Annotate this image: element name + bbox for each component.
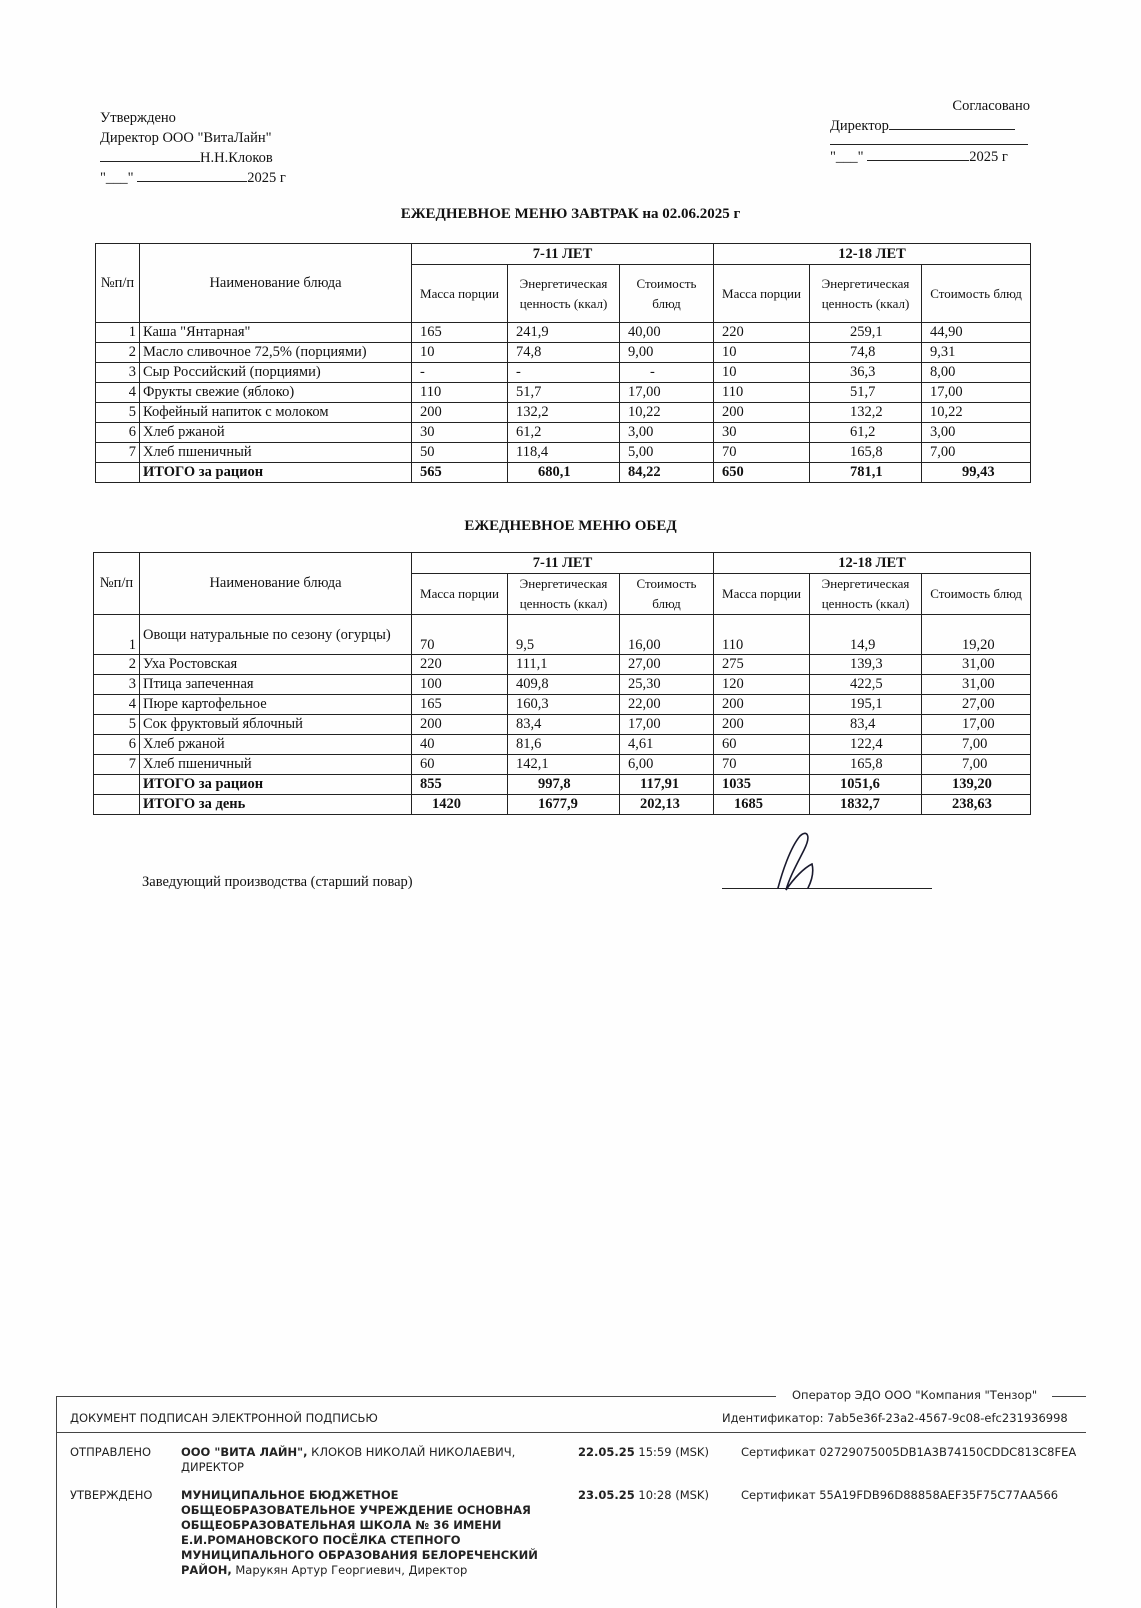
edo-entry-datetime: 22.05.25 15:59 (MSK): [578, 1445, 709, 1459]
agreed-blank-line: [830, 136, 1028, 145]
group-7-11-header: 7-11 ЛЕТ: [412, 553, 714, 574]
group-12-18-header: 12-18 ЛЕТ: [714, 244, 1031, 265]
edo-entry-cert: Сертификат 02729075005DB1A3B74150CDDC813C8FEA: [741, 1445, 1077, 1459]
col-num-header: №п/п: [94, 553, 140, 615]
edo-entry-datetime: 23.05.25 10:28 (MSK): [578, 1488, 709, 1502]
table-row: 5 Кофейный напиток с молоком 200 132,2 10,22 200 132,2 10,22: [96, 403, 1031, 423]
agreed-position-line: [830, 116, 1030, 136]
edo-entry-org: МУНИЦИПАЛЬНОЕ БЮДЖЕТНОЕ ОБЩЕОБРАЗОВАТЕЛЬНОЕ УЧРЕЖДЕНИЕ ОСНОВНАЯ ОБЩЕОБРАЗОВАТЕЛЬНАЯ ШКОЛА № 36 ИМЕНИ Е.И.РОМАНОВСКОГО ПОСЁЛКА СТЕПНОГО МУНИЦИПАЛЬНОГО ОБРАЗОВАНИЯ БЕЛОРЕЧЕНСКИЙ РАЙОН, Марукян Артур Георгиевич, Директор: [181, 1488, 538, 1577]
edo-entry-action: УТВЕРЖДЕНО: [70, 1488, 153, 1502]
col-name-header: Наименование блюда: [140, 244, 412, 323]
breakfast-title: ЕЖЕДНЕВНОЕ МЕНЮ ЗАВТРАК на 02.06.2025 г: [400, 206, 741, 222]
lunch-table: [93, 552, 1031, 815]
lunch-rows: [94, 615, 1031, 815]
sub-header-energy: Энергетическая ценность (ккал): [810, 265, 922, 323]
sub-header-cost: Стоимость блюд: [922, 265, 1031, 323]
sub-header-cost: Стоимость блюд: [620, 574, 714, 615]
table-row: 6 Хлеб ржаной 40 81,6 4,61 60 122,4 7,00: [94, 735, 1031, 755]
table-row: 1 Овощи натуральные по сезону (огурцы) 70 9,5 16,00 110 14,9 19,20: [94, 615, 1031, 655]
table-row: 5 Сок фруктовый яблочный 200 83,4 17,00 200 83,4 17,00: [94, 715, 1031, 735]
sub-header-cost: Стоимость блюд: [620, 265, 714, 323]
total-row: ИТОГО за рацион 855 997,8 117,91 1035 1051,6 139,20: [94, 775, 1031, 795]
sub-header-energy: Энергетическая ценность (ккал): [508, 574, 620, 615]
agreed-position: Директор: [830, 118, 889, 134]
approved-position: Директор ООО "ВитаЛайн": [100, 130, 272, 146]
col-num-header: №п/п: [96, 244, 140, 323]
agreed-year: 2025 г: [969, 149, 1008, 165]
lunch-title: ЕЖЕДНЕВНОЕ МЕНЮ ОБЕД: [464, 518, 677, 534]
edo-entry-cert: Сертификат 55A19FDB96D88858AEF35F75C77AA566: [741, 1488, 1059, 1502]
table-row: 7 Хлеб пшеничный 60 142,1 6,00 70 165,8 7,00: [94, 755, 1031, 775]
table-row: 2 Уха Ростовская 220 111,1 27,00 275 139,3 31,00: [94, 655, 1031, 675]
agreed-date-line: "___" 2025 г: [830, 149, 1008, 165]
col-name-header: Наименование блюда: [140, 553, 412, 615]
table-row: 7 Хлеб пшеничный 50 118,4 5,00 70 165,8 7,00: [96, 443, 1031, 463]
approved-signature-line: [100, 148, 286, 168]
table-row: 3 Птица запеченная 100 409,8 25,30 120 422,5 31,00: [94, 675, 1031, 695]
approved-label: Утверждено: [100, 110, 176, 126]
approved-date-line: "___" 2025 г: [100, 170, 286, 186]
approved-name: Н.Н.Клоков: [200, 150, 273, 166]
approval-block: [100, 108, 286, 188]
sub-header-mass: Масса порции: [714, 265, 810, 323]
stamp-top-line-left: [56, 1396, 776, 1397]
handwritten-signature: [760, 828, 850, 898]
day-total-row: ИТОГО за день 1420 1677,9 202,13 1685 1832,7 238,63: [94, 795, 1031, 815]
table-row: 6 Хлеб ржаной 30 61,2 3,00 30 61,2 3,00: [96, 423, 1031, 443]
table-row: 3 Сыр Российский (порциями) - - - 10 36,3 8,00: [96, 363, 1031, 383]
approved-year: 2025 г: [247, 170, 286, 186]
edo-signed-label: ДОКУМЕНТ ПОДПИСАН ЭЛЕКТРОННОЙ ПОДПИСЬЮ: [70, 1411, 378, 1425]
sub-header-cost: Стоимость блюд: [922, 574, 1031, 615]
table-row: 4 Фрукты свежие (яблоко) 110 51,7 17,00 110 51,7 17,00: [96, 383, 1031, 403]
group-12-18-header: 12-18 ЛЕТ: [714, 553, 1031, 574]
sub-header-mass: Масса порции: [412, 574, 508, 615]
sub-header-mass: Масса порции: [714, 574, 810, 615]
total-row: ИТОГО за рацион 565 680,1 84,22 650 781,1 99,43: [96, 463, 1031, 483]
table-row: 2 Масло сливочное 72,5% (порциями) 10 74,8 9,00 10 74,8 9,31: [96, 343, 1031, 363]
edo-entry-org: ООО "ВИТА ЛАЙН", КЛОКОВ НИКОЛАЙ НИКОЛАЕВИЧ, ДИРЕКТОР: [181, 1445, 516, 1474]
chef-label: Заведующий производства (старший повар): [142, 874, 413, 890]
group-7-11-header: 7-11 ЛЕТ: [412, 244, 714, 265]
edo-operator: Оператор ЭДО ООО "Компания "Тензор": [792, 1388, 1038, 1402]
edo-entry-action: ОТПРАВЛЕНО: [70, 1445, 152, 1459]
sub-header-mass: Масса порции: [412, 265, 508, 323]
sub-header-energy: Энергетическая ценность (ккал): [508, 265, 620, 323]
stamp-left-border: [56, 1396, 57, 1608]
stamp-divider: [56, 1432, 1086, 1433]
breakfast-table: [95, 243, 1031, 483]
agreed-label: Согласовано: [952, 98, 1030, 114]
sub-header-energy: Энергетическая ценность (ккал): [810, 574, 922, 615]
breakfast-rows: [96, 323, 1031, 483]
stamp-top-line-right: [1052, 1396, 1086, 1397]
table-row: 1 Каша "Янтарная" 165 241,9 40,00 220 259,1 44,90: [96, 323, 1031, 343]
table-row: 4 Пюре картофельное 165 160,3 22,00 200 195,1 27,00: [94, 695, 1031, 715]
edo-identifier: Идентификатор: 7ab5e36f-23a2-4567-9c08-efc231936998: [722, 1411, 1068, 1425]
agreed-block: [830, 96, 1030, 167]
